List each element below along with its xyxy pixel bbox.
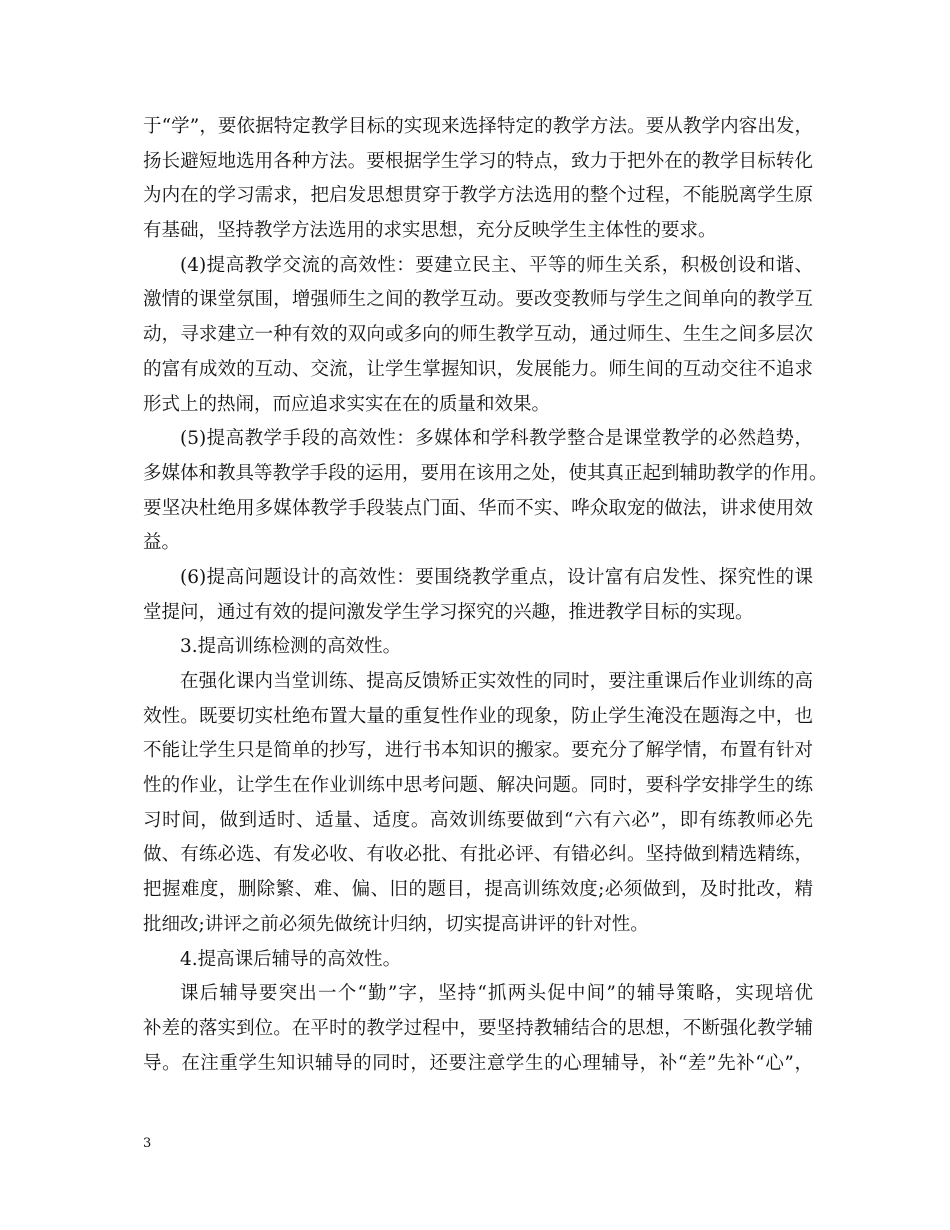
text-line: 不能让学生只是简单的抄写，进行书本知识的搬家。要充分了解学情，布置有针对 [143,740,813,762]
text-line: (4)提高教学交流的高效性：要建立民主、平等的师生关系，积极创设和谐、 [180,254,813,276]
text-line: 把握难度，删除繁、难、偏、旧的题目，提高训练效度;必须做到，及时批改，精 [143,879,813,901]
text-line: 的富有成效的互动、交流，让学生掌握知识，发展能力。师生间的互动交往不追求 [143,358,813,380]
text-line: 要坚决杜绝用多媒体教学手段装点门面、华而不实、哗众取宠的做法，讲求使用效 [143,497,813,519]
text-line: (5)提高教学手段的高效性：多媒体和学科教学整合是课堂教学的必然趋势， [180,428,813,450]
text-line: 效性。既要切实杜绝布置大量的重复性作业的现象，防止学生淹没在题海之中，也 [143,705,813,727]
text-line: 激情的课堂氛围，增强师生之间的教学互动。要改变教师与学生之间单向的教学互 [143,289,813,311]
text-line: 堂提问，通过有效的提问激发学生学习探究的兴趣，推进教学目标的实现。 [143,601,754,623]
text-line: 补差的落实到位。在平时的教学过程中，要坚持教辅结合的思想，不断强化教学辅 [143,1017,813,1039]
text-line: 于“学”，要依据特定教学目标的实现来选择特定的教学方法。要从教学内容出发， [143,116,813,137]
page-number: 3 [143,1136,152,1151]
text-line: 为内在的学习需求，把启发思想贯穿于教学方法选用的整个过程，不能脱离学生原 [143,185,813,207]
section-heading: 4.提高课后辅导的高效性。 [180,948,402,970]
text-line: 扬长避短地选用各种方法。要根据学生学习的特点，致力于把外在的教学目标转化 [143,150,813,172]
text-line: 做、有练必选、有发必收、有收必批、有批必评、有错必纠。坚持做到精选精练， [143,844,813,866]
document-body [143,110,828,1081]
text-line: 多媒体和教具等教学手段的运用，要用在该用之处，使其真正起到辅助教学的作用。 [143,462,828,484]
text-line: 在强化课内当堂训练、提高反馈矫正实效性的同时，要注重课后作业训练的高 [180,671,813,692]
text-line: 动，寻求建立一种有效的双向或多向的师生教学互动，通过师生、生生之间多层次 [143,324,813,346]
text-line: 性的作业，让学生在作业训练中思考问题、解决问题。同时，要科学安排学生的练 [143,775,813,797]
text-line: (6)提高问题设计的高效性：要围绕教学重点，设计富有启发性、探究性的课 [180,566,813,588]
text-line: 导。在注重学生知识辅导的同时，还要注意学生的心理辅导，补“差”先补“心”， [143,1052,813,1074]
text-line: 批细改;讲评之前必须先做统计归纳，切实提高讲评的针对性。 [143,913,649,935]
section-heading: 3.提高训练检测的高效性。 [180,636,402,658]
text-line: 课后辅导要突出一个“勤”字，坚持“抓两头促中间”的辅导策略，实现培优 [180,983,813,1005]
text-line: 形式上的热闹，而应追求实实在在的质量和效果。 [143,393,551,415]
text-line: 益。 [143,532,181,554]
text-line: 有基础，坚持教学方法选用的求实思想，充分反映学生主体性的要求。 [143,220,717,242]
text-line: 习时间，做到适时、适量、适度。高效训练要做到“六有六必”，即有练教师必先 [143,809,813,831]
